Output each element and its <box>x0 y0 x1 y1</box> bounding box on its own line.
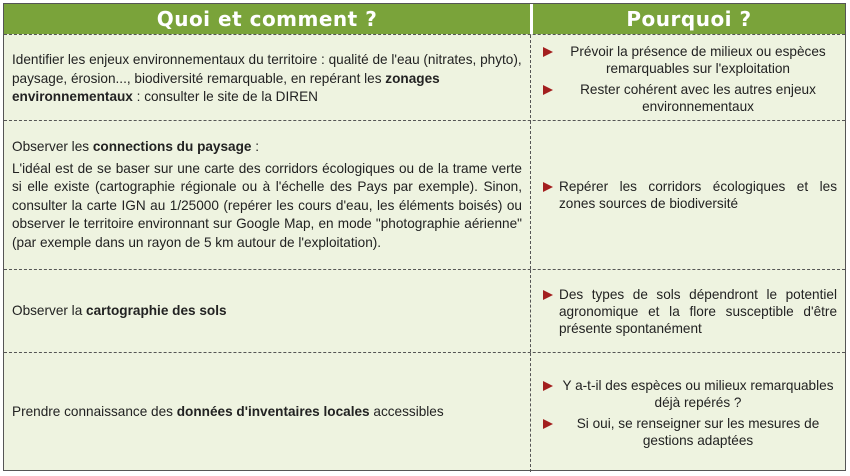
row-what-cell <box>4 121 530 269</box>
row-why-cell <box>530 121 845 269</box>
row-text: Identifier les enjeux environnementaux du territoire : qualité de l'eau (nitrates, phyto), paysage, érosion..., biodiversité remarquable, en repérant les zonages environnementaux : consulter le site de la DIREN <box>12 52 522 105</box>
table-header <box>4 4 845 34</box>
row-why-cell <box>530 353 845 472</box>
table-row <box>4 352 845 472</box>
bullet-item: Si oui, se renseigner sur les mesures de gestions adaptées <box>541 415 837 449</box>
arrow-right-icon <box>543 419 553 429</box>
row-text: Prendre connaissance des données d'inventaires locales accessibles <box>12 404 444 420</box>
row-what-cell <box>4 270 530 352</box>
row-why-cell <box>530 270 845 352</box>
arrow-right-icon <box>543 182 553 192</box>
table-row <box>4 269 845 352</box>
arrow-right-icon <box>543 290 553 300</box>
row-text: Observer les connections du paysage : <box>12 139 260 154</box>
table-row <box>4 34 845 120</box>
bullet-item: Y a-t-il des espèces ou milieux remarquables déjà repérés ? <box>541 377 837 411</box>
row-what-cell <box>4 35 530 123</box>
arrow-right-icon <box>543 47 553 57</box>
row-text: L'idéal est de se baser sur une carte des corridors écologiques ou de la trame verte si elle existe (cartographie régionale ou à l'échelle des Pays par exemple). Sinon, consulter la carte IGN au 1/25000 (repérer les cours d'eau, les éléments boisés) ou observer le territoire environnant sur Google Map, en mode "photographie aérienne" (par exemple dans un rayon de 5 km autour de l'exploitation). <box>12 160 522 250</box>
row-why-cell <box>530 35 845 123</box>
info-table <box>3 3 846 471</box>
header-what-how: Quoi et comment ? <box>156 7 378 31</box>
bullet-item: Repérer les corridors écologiques et les zones sources de biodiversité <box>541 178 837 212</box>
bullet-item: Des types de sols dépendront le potentiel agronomique et la flore susceptible d'être présente spontanément <box>541 286 837 337</box>
bullet-item: Rester cohérent avec les autres enjeux environnementaux <box>541 81 837 115</box>
row-what-cell <box>4 353 530 472</box>
row-text: Observer la cartographie des sols <box>12 302 227 318</box>
table-row <box>4 120 845 269</box>
bullet-item: Prévoir la présence de milieux ou espèces remarquables sur l'exploitation <box>541 43 837 77</box>
arrow-right-icon <box>543 85 553 95</box>
arrow-right-icon <box>543 381 553 391</box>
header-why: Pourquoi ? <box>530 4 845 34</box>
